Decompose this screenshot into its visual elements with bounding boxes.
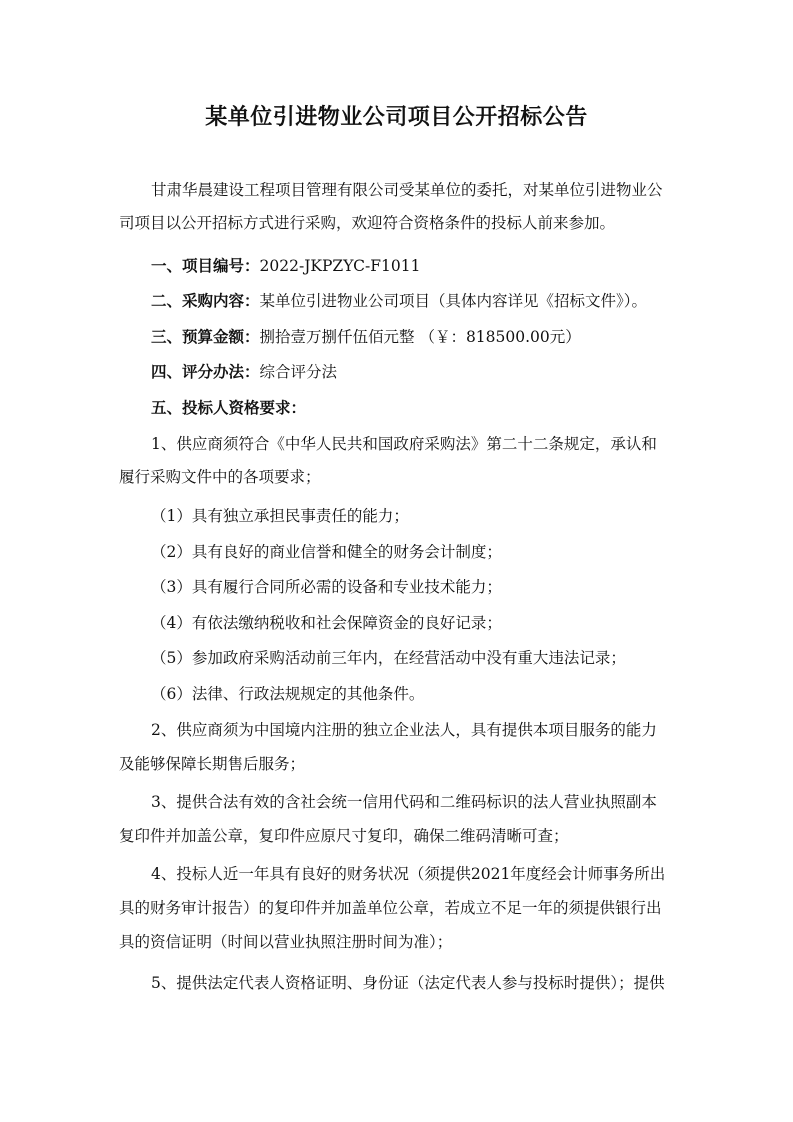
sub-item-1: （1）具有独立承担民事责任的能力； [151,507,409,525]
req-2-line-1: 2、供应商须为中国境内注册的独立企业法人，具有提供本项目服务的能力 [151,721,657,739]
item-scoring-method [151,362,337,382]
sub-item-2: （2）具有良好的商业信誉和健全的财务会计制度； [151,543,502,561]
document-title: 某单位引进物业公司项目公开招标公告 [205,104,588,130]
req-3-line-2: 复印件并加盖公章，复印件应原尺寸复印，确保二维码清晰可查； [119,827,569,845]
item-procurement-content [151,291,647,311]
sub-item-6: （6）法律、行政法规规定的其他条件。 [151,685,425,703]
item-label: 四、评分办法： [151,362,260,381]
item-label: 三、预算金额： [151,327,260,346]
item-label: 五、投标人资格要求： [151,398,307,417]
req-5-line-1: 5、提供法定代表人资格证明、身份证（法定代表人参与投标时提供）；提供 [151,974,665,992]
sub-item-3: （3）具有履行合同所必需的设备和专业技术能力； [151,578,502,596]
item-project-number [151,256,420,276]
item-qualification [151,398,306,418]
req-4-line-2: 具的财务审计报告）的复印件并加盖单位公章，若成立不足一年的须提供银行出 [119,899,662,917]
req-4-line-3: 具的资信证明（时间以营业执照注册时间为准）； [119,933,453,951]
item-value: 综合评分法 [259,363,338,381]
item-budget [151,327,581,347]
req-4-line-1: 4、投标人近一年具有良好的财务状况（须提供2021年度经会计师事务所出 [151,865,666,883]
item-value: 某单位引进物业公司项目（具体内容详见《招标文件》）。 [259,292,648,310]
sub-item-5: （5）参加政府采购活动前三年内，在经营活动中没有重大违法记录； [151,649,626,667]
req-3-line-1: 3、提供合法有效的含社会统一信用代码和二维码标识的法人营业执照副本 [151,793,657,811]
req-1-line-2: 履行采购文件中的各项要求； [119,468,321,486]
req-1-line-1: 1、供应商须符合《中华人民共和国政府采购法》第二十二条规定，承认和 [151,435,657,453]
item-value: 2022-JKPZYC-F1011 [259,257,421,275]
item-value: 捌拾壹万捌仟伍佰元整 （￥：818500.00元） [259,328,581,346]
item-label: 二、采购内容： [151,291,260,310]
req-2-line-2: 及能够保障长期售后服务； [119,755,306,773]
sub-item-4: （4）有依法缴纳税收和社会保障资金的良好记录； [151,614,502,632]
item-label: 一、项目编号： [151,256,260,275]
intro-line-2: 司项目以公开招标方式进行采购，欢迎符合资格条件的投标人前来参加。 [119,214,616,232]
intro-line-1: 甘肃华晨建设工程项目管理有限公司受某单位的委托，对某单位引进物业公 [151,181,663,199]
